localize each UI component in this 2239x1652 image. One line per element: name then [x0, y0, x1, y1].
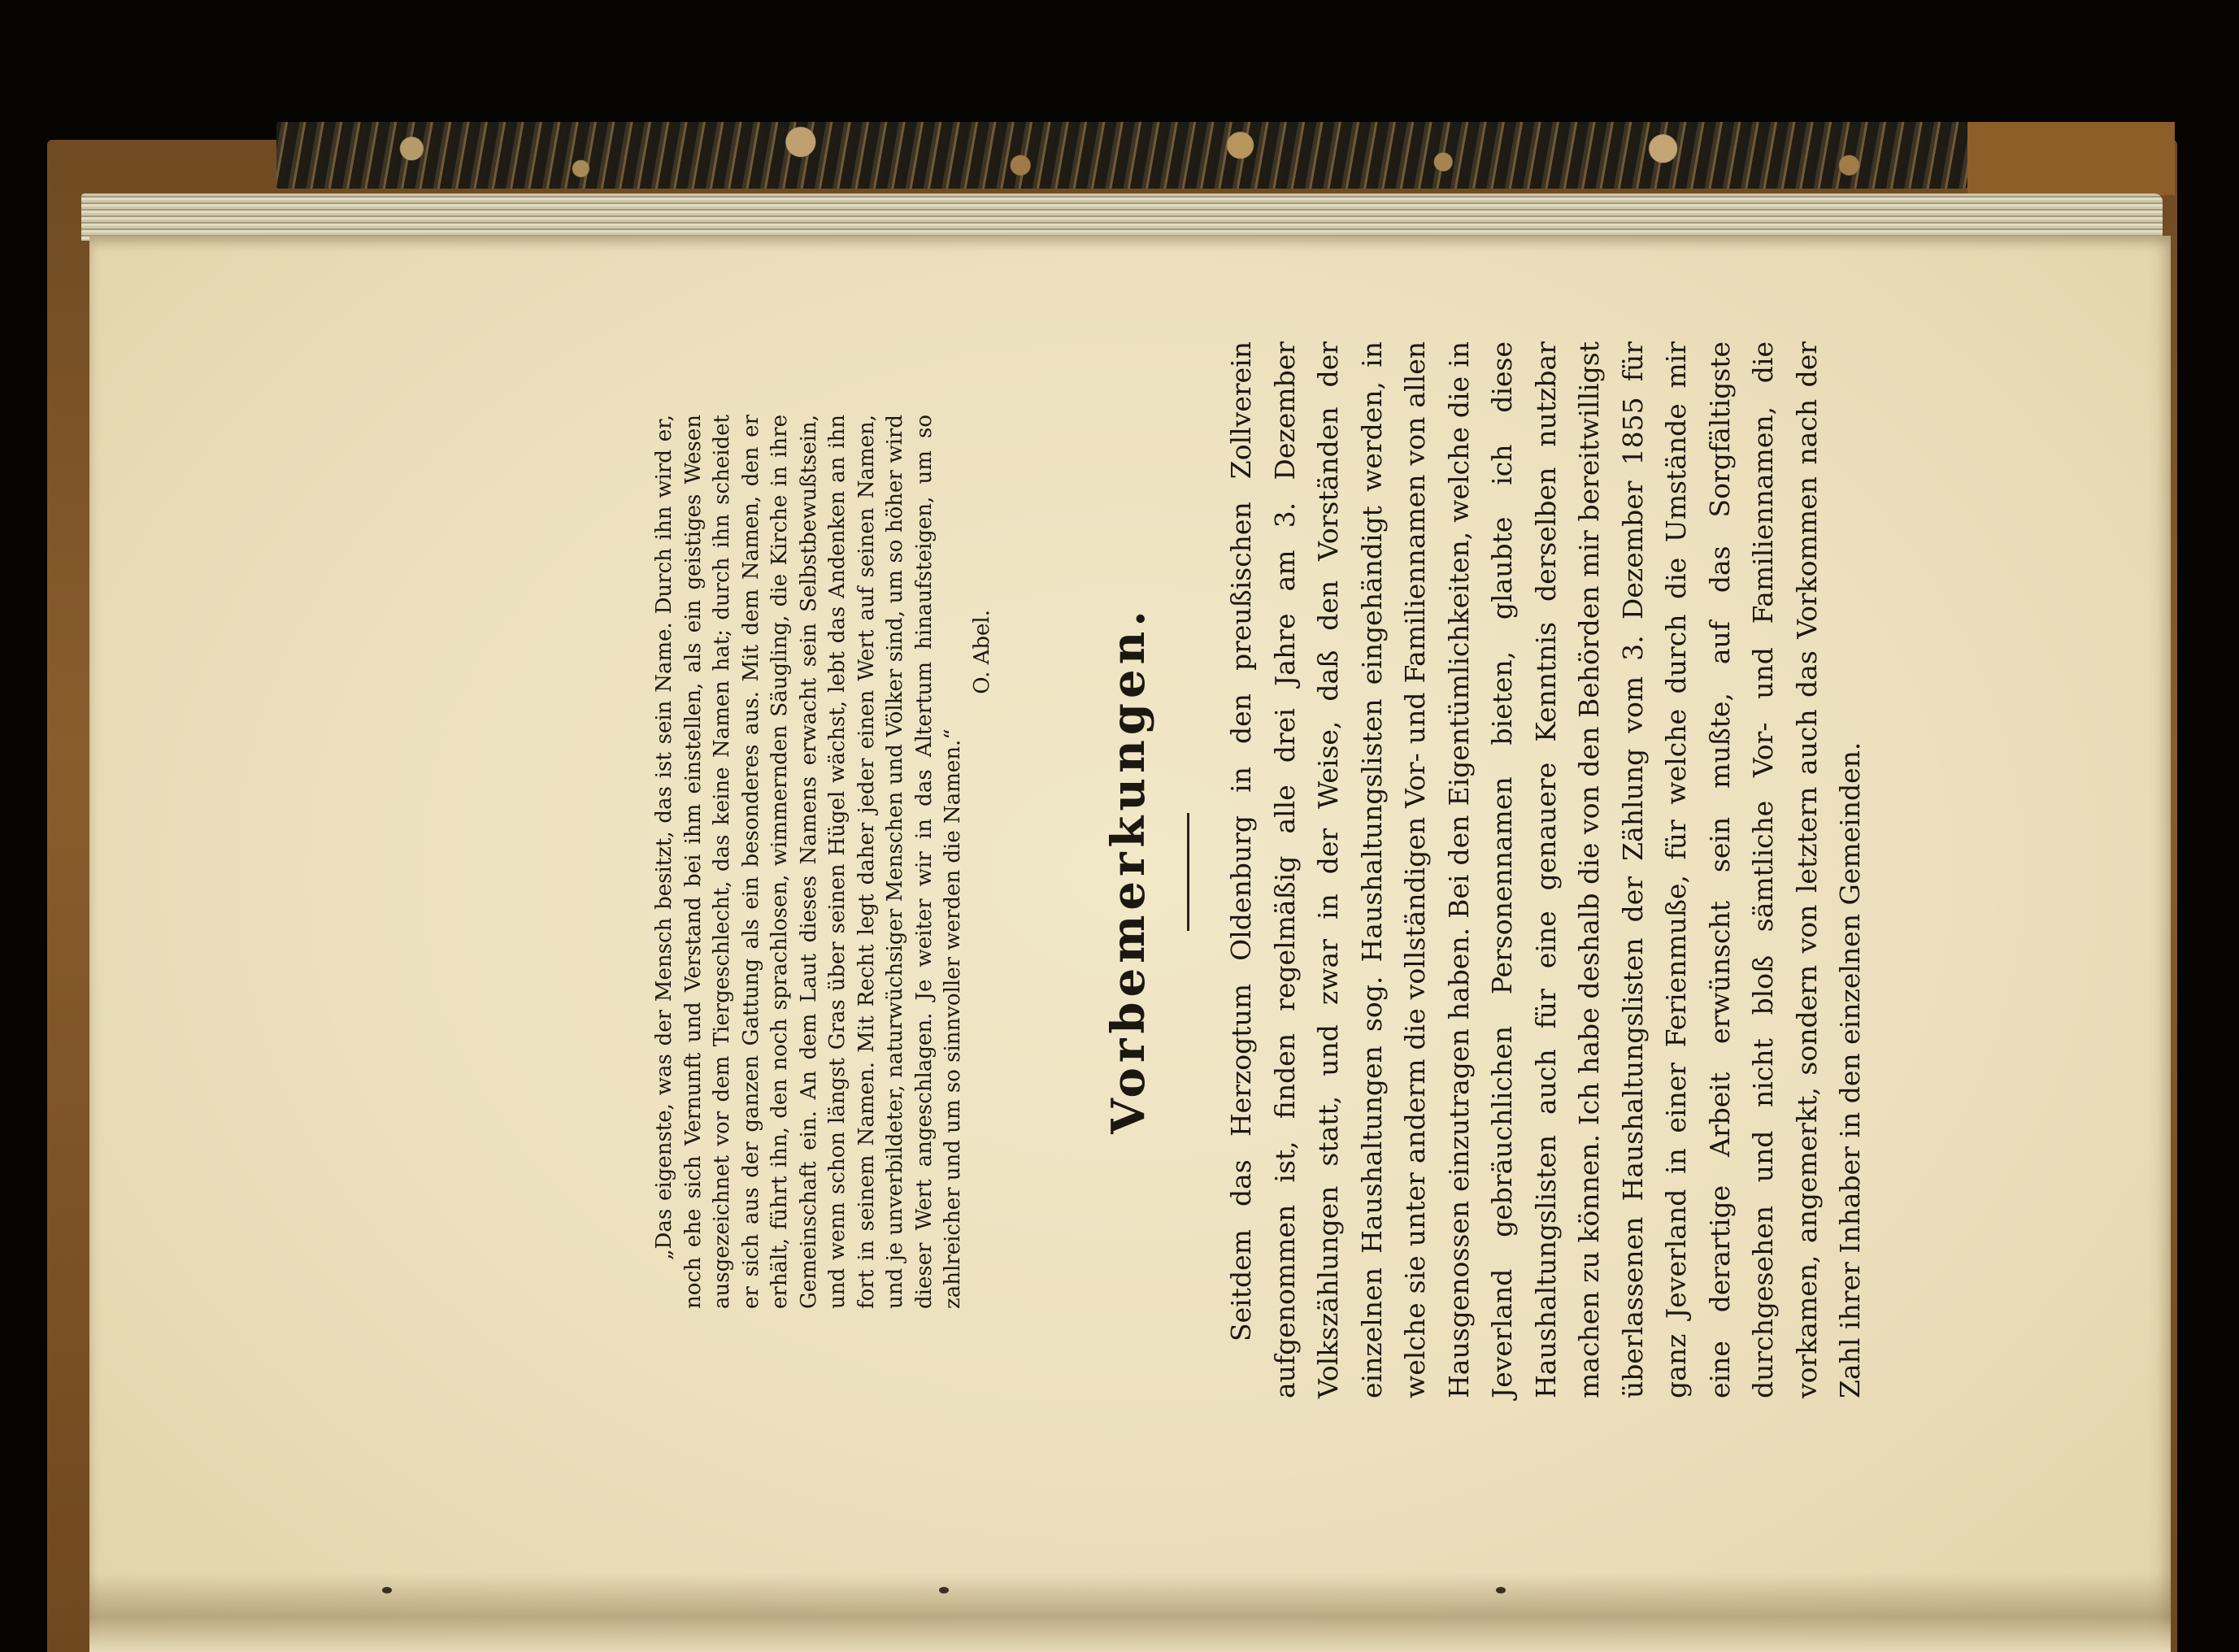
heading-rule: [1187, 813, 1189, 931]
section-heading: Vorbemerkungen.: [1102, 606, 1155, 1134]
cover-corner: [1967, 122, 2175, 195]
page-gutter: [89, 1573, 2171, 1652]
marbled-edge: [276, 122, 1967, 189]
epigraph-text: „Das eigenste, was der Mensch besitzt, das ist sein Name. Durch ihn wird er, noch ehe sich Vernunft und Verstand bei ihm einstellen, als ein geistiges Wesen ausgezeichnet vor dem Tiergeschlecht, das keine Namen hat; durch ihn scheidet er sich aus der ganzen Gattung als ein besonderes aus. Mit dem Namen, den er erhält, führt ihn, den noch sprachlosen, wimmernden Säugling, die Kirche in ihre Gemeinschaft ein. An dem Laut dieses Namens erwacht sein Selbstbewußtsein, und wenn schon längst Gras über seinen Hügel wächst, lebt das Andenken an ihn fort in seinem Namen. Mit Recht legt daher jeder einen Wert auf seinen Namen, und je unverbildeter, naturwüchsiger Menschen und Völker sind, um so höher wird dieser Wert angeschlagen. Je weiter wir in das Altertum hinaufsteigen, um so zahlreicher und um so sinnvoller werden die Namen.“: [652, 415, 965, 1309]
page-text-rotated: [650, 341, 1866, 1398]
binding-stitch: [939, 1587, 949, 1593]
body-paragraph: Seitdem das Herzogtum Oldenburg in den preußischen Zollverein aufgenommen ist, finden regelmäßig alle drei Jahre am 3. Dezember Volkszählungen statt, und zwar in der Weise, daß den Vorständen der einzelnen Haushaltungen sog. Haushaltungslisten eingehändigt werden, in welche sie unter anderm die vollständigen Vor- und Familiennamen von allen Hausgenossen einzutragen haben. Bei den Eigentümlichkeiten, welche die in Jeverland gebräuchlichen Personennamen bieten, glaubte ich diese Haushaltungslisten auch für eine genauere Kenntnis derselben nutzbar machen zu können. Ich habe deshalb die von den Behörden mir bereitwilligst überlassenen Haushaltungslisten der Zählung vom 3. Dezember 1855 für ganz Jeverland in einer Ferienmuße, für welche durch die Umstände mir eine derartige Arbeit erwünscht sein mußte, auf das Sorgfältigste durchgesehen und nicht bloß sämtliche Vor- und Familiennamen, die vorkamen, angemerkt, sondern von letztern auch das Vorkommen nach der Zahl ihrer Inhaber in den einzelnen Gemeinden.: [1225, 341, 1866, 1398]
epigraph: [650, 415, 997, 1309]
epigraph-author: O. Abel.: [969, 610, 994, 694]
binding-stitch: [1496, 1587, 1506, 1593]
body-text: [1219, 341, 1872, 1398]
binding-stitch: [382, 1587, 392, 1593]
page-edges: [81, 193, 2163, 241]
